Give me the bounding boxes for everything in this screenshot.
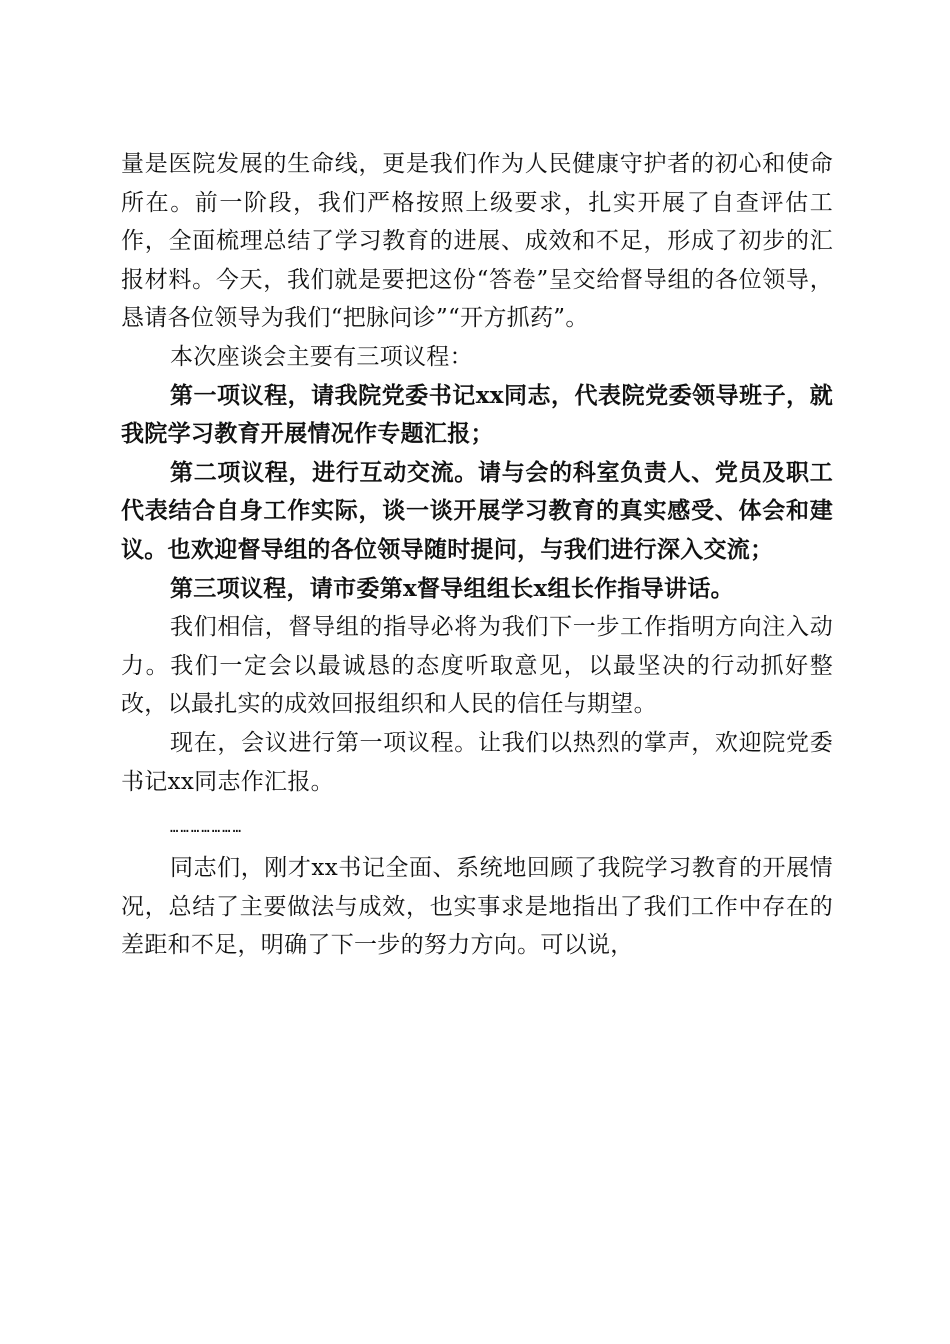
paragraph-agenda-item-2: 第二项议程，进行互动交流。请与会的科室负责人、党员及职工代表结合自身工作实际，谈一谈开展学习教育的真实感受、体会和建议。也欢迎督导组的各位领导随时提问，与我们进行深入交流；	[121, 458, 833, 563]
document-body	[121, 145, 833, 965]
paragraph-summary: 同志们，刚才xx书记全面、系统地回顾了我院学习教育的开展情况，总结了主要做法与成效，也实事求是地指出了我们工作中存在的差距和不足，明确了下一步的努力方向。可以说，	[121, 855, 833, 959]
section-separator: …………………	[170, 820, 244, 837]
paragraph-continuation: 量是医院发展的生命线，更是我们作为人民健康守护者的初心和使命所在。前一阶段，我们严格按照上级要求，扎实开展了自查评估工作，全面梳理总结了学习教育的进展、成效和不足，形成了初步的汇报材料。今天，我们就是要把这份“答卷”呈交给督导组的各位领导，恳请各位领导为我们“把脉问诊”“开方抓药”。	[121, 151, 833, 332]
paragraph-agenda-item-3: 第三项议程，请市委第x督导组组长x组长作指导讲话。	[170, 574, 734, 602]
paragraph-belief: 我们相信，督导组的指导必将为我们下一步工作指明方向注入动力。我们一定会以最诚恳的态度听取意见，以最坚决的行动抓好整改，以最扎实的成效回报组织和人民的信任与期望。	[121, 614, 833, 718]
paragraph-agenda-item-1: 第一项议程，请我院党委书记xx同志，代表院党委领导班子，就我院学习教育开展情况作专题汇报；	[121, 381, 833, 448]
paragraph-agenda-intro: 本次座谈会主要有三项议程：	[170, 343, 473, 370]
paragraph-start-agenda: 现在，会议进行第一项议程。让我们以热烈的掌声，欢迎院党委书记xx同志作汇报。	[121, 729, 833, 795]
